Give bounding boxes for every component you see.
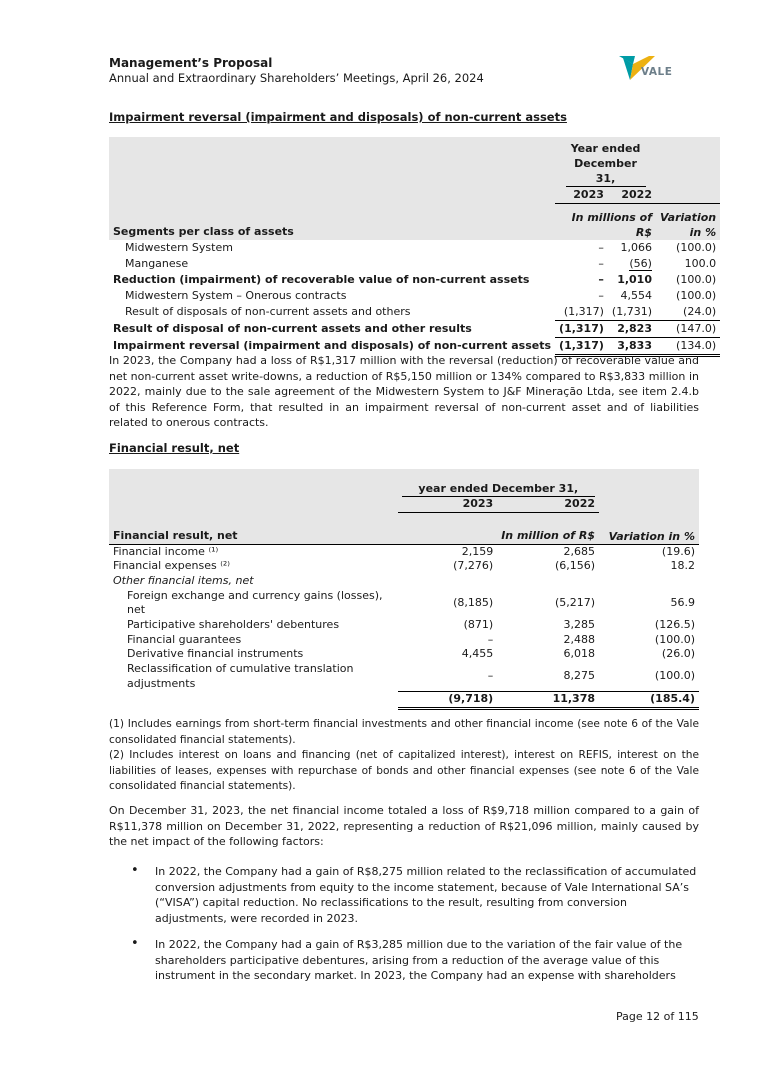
table-row: Financial income ⁽¹⁾ 2,159 2,685 (19.6) — [109, 544, 699, 559]
table-row: Result of disposals of non-current assets and others (1,317) (1,731) (24.0) — [109, 304, 720, 321]
footnote-1: (1) Includes earnings from short-term financial investments and other financial income (see note 6 of the Vale consolidated financial statements). — [109, 718, 699, 746]
financial-paragraph: On December 31, 2023, the net financial income totaled a loss of R$9,718 million compared to a gain of R$11,378 million on December 31, 2022, representing a reduction of R$21,096 million, mainly caused by the net impact of the following factors: — [109, 804, 699, 848]
year-2022-header: 2022 — [621, 188, 652, 201]
table-row: Midwestern System – Onerous contracts – 4,554 (100.0) — [125, 288, 717, 302]
bullet-item: In 2022, the Company had a gain of R$8,275 million related to the reclassification of accumulated conversion adjustments from equity to the income statement, because of Vale International SA’s (“VISA”) capital reduction. No reclassifications to the result, resulting from conversion adjustments, were recorded in 2023. — [155, 865, 697, 925]
variation-header: Variation in % — [656, 204, 720, 240]
table-row: Midwestern System – 1,066 (100.0) — [125, 240, 717, 254]
footnote-2: (2) Includes interest on loans and financing (net of capitalized interest), interest on REFIS, interest on the liabilities of leases, expenses with repurchase of bonds and other financial expenses (see note 6 of the Vale consolidated financial statements). — [109, 749, 699, 792]
table-row-total: Impairment reversal (impairment and disposals) of non-current assets (1,317) 3,833 (134.0) — [109, 337, 720, 355]
logo-text: VALE — [641, 66, 673, 78]
section-title-financial: Financial result, net — [109, 441, 240, 455]
units-label: In millions of R$ — [555, 204, 656, 240]
page-number: Page 12 of 115 — [616, 1010, 699, 1023]
bullet-icon: • — [131, 936, 139, 951]
impairment-paragraph: In 2023, the Company had a loss of R$1,317 million with the reversal (reduction) of recoverable value and net non-current asset write-downs, a reduction of R$5,150 million or 134% compared to R$3,833 million in 2022, mainly due to the sale agreement of the Midwestern System to J&F Mineração Ltda, see item 2.4.b of this Reference Form, that resulted in an impairment reversal of non-current asset and of liabilities related to onerous contracts. — [109, 354, 699, 429]
table-row-total: (9,718) 11,378 (185.4) — [109, 692, 699, 709]
period-label: year ended December 31, — [402, 482, 595, 498]
table-row: Manganese – (56) 100.0 — [125, 256, 717, 270]
bullet-icon: • — [131, 863, 139, 878]
row-header: Segments per class of assets — [113, 224, 294, 238]
variation-header: Variation in % — [608, 529, 695, 543]
financial-result-table — [109, 469, 699, 710]
year-2023-header: 2023 — [573, 188, 604, 201]
table-row: Participative shareholders' debentures (871) 3,285 (126.5) — [127, 618, 695, 631]
table-row: Financial expenses ⁽²⁾ (7,276) (6,156) 18.2 — [113, 559, 695, 572]
header-subtitle: Annual and Extraordinary Shareholders’ Meetings, April 26, 2024 — [109, 71, 484, 85]
year-2022-header: 2022 — [497, 497, 599, 512]
table-row: Reduction (impairment) of recoverable value of non-current assets – 1,010 (100.0) — [113, 272, 717, 286]
section-title-impairment: Impairment reversal (impairment and disposals) of non-current assets — [109, 110, 567, 124]
table-row: Derivative financial instruments 4,455 6,018 (26.0) — [127, 647, 695, 660]
units-label: In million of R$ — [501, 529, 596, 542]
bullet-item: In 2022, the Company had a gain of R$3,285 million due to the variation of the fair value of the shareholders participative debentures, arising from a reduction of the average value of this instrument in the secondary market. In 2023, the Company had an expense with shareholders — [155, 938, 683, 982]
year-2023-header: 2023 — [398, 497, 498, 512]
table-row: Financial guarantees – 2,488 (100.0) — [127, 632, 695, 646]
table-row: Other financial items, net — [113, 573, 254, 587]
period-label: Year ended December 31, — [566, 141, 646, 187]
table-row: Reclassification of cumulative translation adjustments – 8,275 (100.0) — [127, 662, 695, 690]
impairment-table — [109, 137, 720, 357]
header-title: Management’s Proposal — [109, 56, 273, 70]
row-header: Financial result, net — [113, 529, 238, 542]
table-row: Foreign exchange and currency gains (losses), net (8,185) (5,217) 56.9 — [127, 588, 695, 616]
table-row: Result of disposal of non-current assets and other results (1,317) 2,823 (147.0) — [109, 320, 720, 337]
header-blank — [109, 137, 555, 187]
